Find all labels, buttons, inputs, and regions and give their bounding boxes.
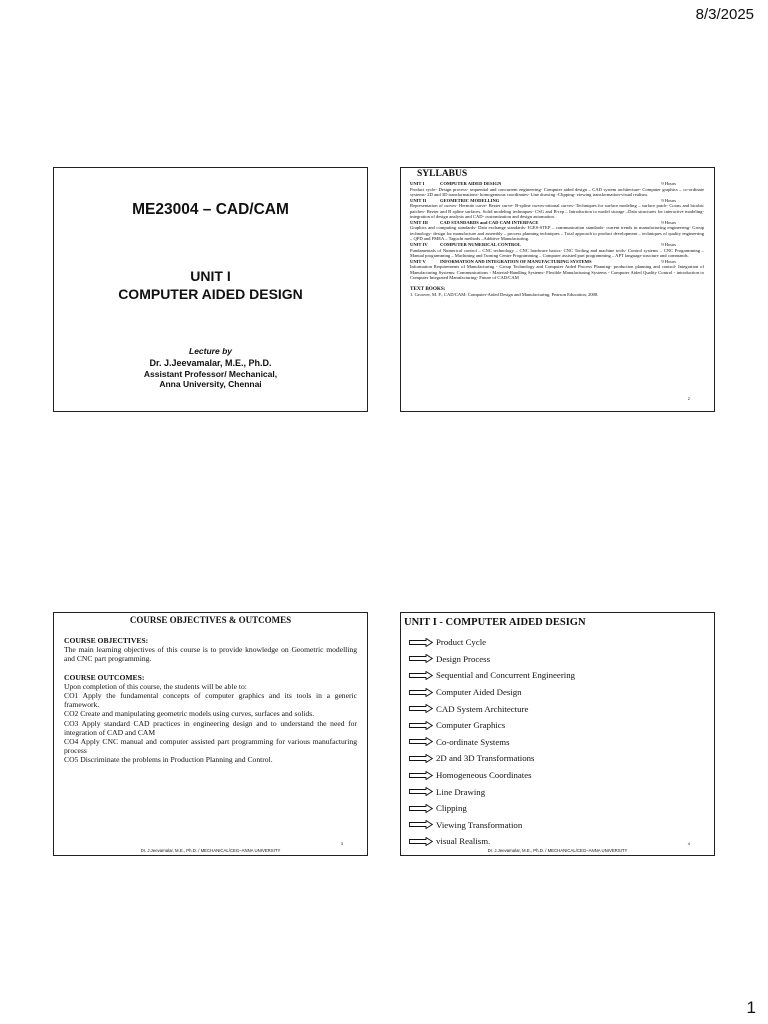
unit-code: UNIT V xyxy=(410,258,426,264)
lecturer-designation: Assistant Professor/ Mechanical, xyxy=(143,368,278,379)
outcome-item: CO3 Apply standard CAD practices in engineering design and to understand the need for integration of CAD and CAM xyxy=(64,718,357,737)
outcomes-intro: Upon completion of this course, the students will be able to: xyxy=(64,681,247,691)
topic-label: CAD System Architecture xyxy=(436,703,529,714)
outcome-item: CO5 Discriminate the problems in Production Planning and Control. xyxy=(64,755,273,765)
arrow-right-icon xyxy=(409,737,433,746)
topic-label: Sequential and Concurrent Engineering xyxy=(436,670,575,681)
topic-label: visual Realism. xyxy=(436,836,491,847)
topic-item xyxy=(409,700,575,717)
objectives-heading: COURSE OBJECTIVES: xyxy=(64,636,149,645)
topic-item xyxy=(409,684,575,701)
topic-label: Homogeneous Coordinates xyxy=(436,770,532,781)
syllabus-unit xyxy=(410,242,704,259)
unit-hours: 9 Hours xyxy=(661,258,676,264)
arrow-right-icon xyxy=(409,771,433,780)
topic-item xyxy=(409,651,575,668)
page-number: 1 xyxy=(746,998,756,1017)
syllabus-unit xyxy=(410,220,704,242)
topic-item xyxy=(409,717,575,734)
outcomes-heading: COURSE OUTCOMES: xyxy=(64,672,145,682)
arrow-right-icon xyxy=(409,688,433,697)
slide-number: 3 xyxy=(340,841,343,846)
objectives-text: The main learning objectives of this course is to provide knowledge on Geometric modelling and CNC part programming. xyxy=(64,645,357,664)
unit-description: Information Requirements of Manufacturing - Group Technology and Computer Aided Process Planning- production planning and control- Integration of Manufacturing Systems: Communications - Material-Handling Systems- Flexible Manufacturing Systems - Computer Aided Quality Control - introduction to Computer Integrated Manufacturing- Future of CAD/CAM xyxy=(410,264,704,281)
objectives-outcomes-title: COURSE OBJECTIVES & OUTCOMES xyxy=(129,615,292,625)
topic-label: Clipping xyxy=(436,803,467,814)
print-date: 8/3/2025 xyxy=(695,6,754,23)
syllabus-unit xyxy=(410,181,704,198)
topic-item xyxy=(409,767,575,784)
arrow-right-icon xyxy=(409,837,433,846)
topic-label: Computer Graphics xyxy=(436,720,506,731)
topics-title: UNIT I - COMPUTER AIDED DESIGN xyxy=(404,617,586,628)
unit-number: UNIT I xyxy=(190,268,231,284)
topic-item xyxy=(409,667,575,684)
arrow-right-icon xyxy=(409,787,433,796)
objectives-outcomes-body xyxy=(64,636,357,765)
topic-label: Co-ordinate Systems xyxy=(436,736,510,747)
unit-hours: 9 Hours xyxy=(661,197,676,203)
outcome-item: CO4 Apply CNC manual and computer assisted part programming for various manufacturing process xyxy=(64,737,357,756)
unit-name: COMPUTER AIDED DESIGN xyxy=(440,181,502,186)
arrow-right-icon xyxy=(409,804,433,813)
lecturer-institution: Anna University, Chennai xyxy=(159,379,262,389)
syllabus-unit xyxy=(410,198,704,220)
arrow-right-icon xyxy=(409,721,433,730)
unit-name: INFORMATION AND INTEGRATION OF MANUFACTURING SYSTEMS xyxy=(440,258,592,264)
lecture-by-label: Lecture by xyxy=(189,346,232,356)
arrow-right-icon xyxy=(409,704,433,713)
slide-3-objectives xyxy=(53,612,368,856)
unit-code: UNIT IV xyxy=(410,242,428,248)
lecturer-block xyxy=(54,358,367,390)
slide-4-topics xyxy=(400,612,715,856)
unit-hours: 9 Hours xyxy=(661,242,676,248)
unit-description: Graphics and computing standards- Data exchange standards- IGES-STEP – communication standards- current trends in manufacturing engineering- Group technology- design for manufacture and assembly – process planning techniques – Total approach to product development – techniques of quality engineering – QFD and FMEA – Taguchi methods –Additive Manufacturing. xyxy=(410,225,704,242)
unit-name: CAD STANDARDS and CAD CAM INTERFACE xyxy=(440,219,539,225)
arrow-right-icon xyxy=(409,754,433,763)
topic-label: Computer Aided Design xyxy=(436,687,522,698)
topic-label: Viewing Transformation xyxy=(436,819,523,830)
arrow-right-icon xyxy=(409,671,433,680)
unit-description: Product cycle- Design process- sequential and concurrent engineering- Computer aided design – CAD system architecture- Computer graphics – co-ordinate systems- 2D and 3D transformations- homogeneous coordinates- Line drawing -Clipping- viewing transformation-visual realism. xyxy=(410,186,704,198)
arrow-right-icon xyxy=(409,654,433,663)
unit-hours: 9 Hours xyxy=(661,181,676,186)
topic-label: 2D and 3D Transformations xyxy=(436,753,535,764)
unit-description: Fundamentals of Numerical control – CNC technology – CNC hardware basics- CNC Tooling and machine tools- Control systems – CNC Programming – Manual programming – Machining and Turning Centre Programming – Computer assisted part programming – APT language structure and commands. xyxy=(410,247,704,259)
unit-description: Representation of curves- Hermite curve- Bezier curve- B-spline curves-rational curves- Techniques for surface modeling – surface patch- Coons and bicubic patches- Bezier and B spline surfaces. Solid modeling techniques- CSG and B-rep – Introduction to model storage –Data structures for interactive modeling- integration of design analysis and CAD- customization and design automation. xyxy=(410,203,704,220)
arrow-right-icon xyxy=(409,820,433,829)
unit-code: UNIT I xyxy=(410,181,425,186)
footer-credit: Dr. J.Jeevamalar, M.E., Ph.D. / MECHANICAL/CEG–ANNA UNIVERSITY xyxy=(487,848,628,853)
textbooks-heading: TEXT BOOKS: xyxy=(410,285,446,292)
topic-label: Design Process xyxy=(436,653,490,664)
topic-item xyxy=(409,634,575,651)
unit-heading xyxy=(54,267,367,303)
unit-title: COMPUTER AIDED DESIGN xyxy=(118,286,303,302)
syllabus-body xyxy=(410,181,704,298)
outcome-item: CO2 Create and manipulating geometric models using curves, surfaces and solids. xyxy=(64,709,315,719)
syllabus-title: SYLLABUS xyxy=(417,169,468,179)
footer-credit: Dr. J.Jeevamalar, M.E., Ph.D. / MECHANICAL/CEG–ANNA UNIVERSITY xyxy=(140,848,281,853)
course-title: ME23004 – CAD/CAM xyxy=(132,201,289,218)
slide-number: 2 xyxy=(687,396,690,401)
slide-number: 4 xyxy=(687,841,690,846)
unit-code: UNIT II xyxy=(410,197,427,203)
topic-label: Line Drawing xyxy=(436,786,486,797)
topic-item xyxy=(409,734,575,751)
unit-name: COMPUTER NUMERICAL CONTROL xyxy=(440,242,521,248)
unit-code: UNIT III xyxy=(410,219,428,225)
unit-hours: 9 Hours xyxy=(661,219,676,225)
syllabus-unit xyxy=(410,259,704,281)
topic-label: Product Cycle xyxy=(436,637,487,648)
slide-1-title xyxy=(53,167,368,412)
topic-item xyxy=(409,817,575,834)
topic-item xyxy=(409,800,575,817)
slide-2-syllabus xyxy=(400,167,715,412)
topic-item xyxy=(409,783,575,800)
unit-name: GEOMETRIC MODELLING xyxy=(440,197,500,203)
lecturer-name: Dr. J.Jeevamalar, M.E., Ph.D. xyxy=(149,358,272,368)
arrow-right-icon xyxy=(409,638,433,647)
outcome-item: CO1 Apply the fundamental concepts of computer graphics and its tools in a generic framework. xyxy=(64,691,357,710)
textbook-item: 1. Groover, M. P., CAD/CAM: Computer-Aided Design and Manufacturing, Pearson Education, 2008. xyxy=(410,292,599,298)
topic-item xyxy=(409,750,575,767)
topic-list xyxy=(409,634,575,850)
